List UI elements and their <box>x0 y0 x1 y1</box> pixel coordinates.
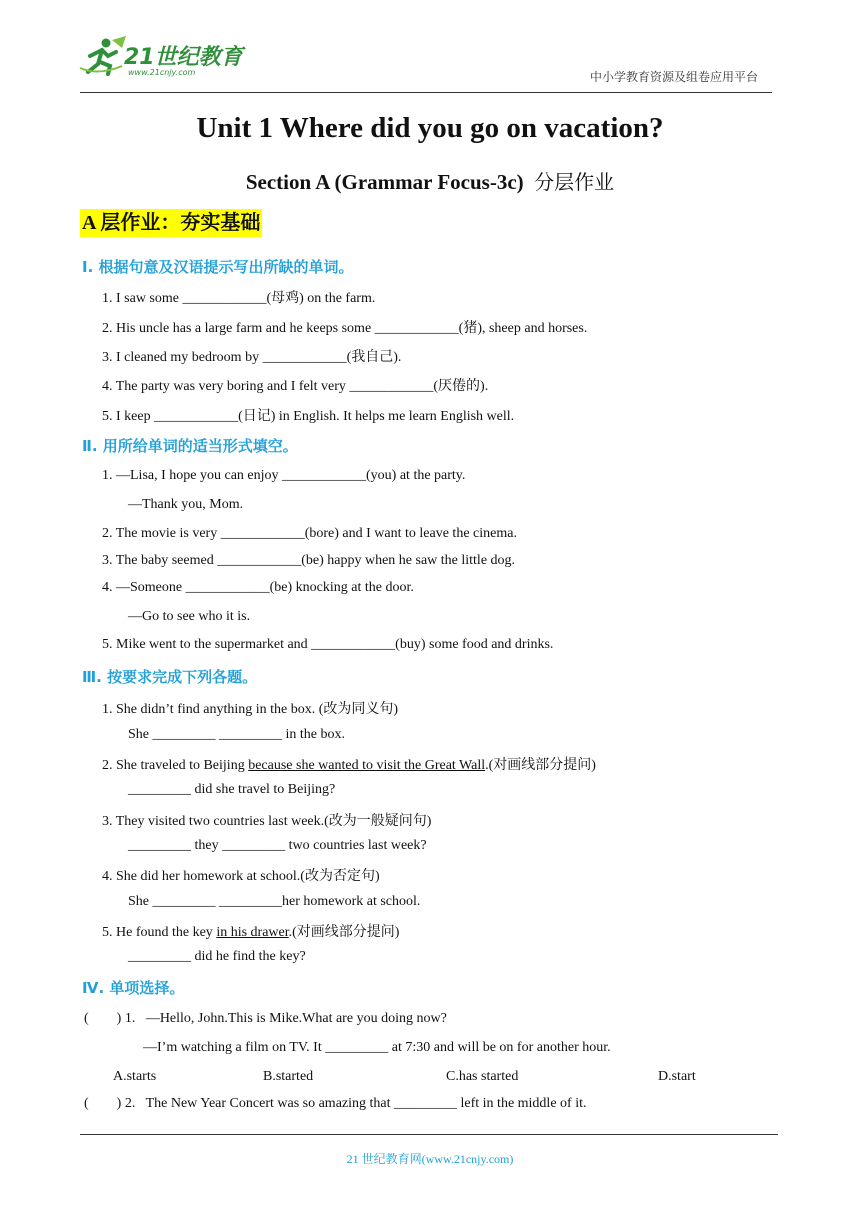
s4-q1-reply: —I’m watching a film on TV. It _________ at 7:30 and will be on for another hour. <box>143 1040 611 1055</box>
s3-q1: 1. She didn’t find anything in the box. (改为同义句) <box>102 702 399 717</box>
s3-q2 <box>102 754 596 774</box>
s3-q2-post: .(对画线部分提问) <box>485 758 596 773</box>
s3-q2-answer: _________ did she travel to Beijing? <box>128 782 336 797</box>
s4-q1: ( ) 1. —Hello, John.This is Mike.What are you doing now? <box>84 1011 447 1026</box>
footer-divider <box>80 1134 778 1135</box>
s3-q5-post: .(对画线部分提问) <box>288 925 400 940</box>
header-divider <box>80 92 772 93</box>
s3-q2-pre: 2. She traveled to Beijing <box>102 758 249 773</box>
s2-item-1: 1. —Lisa, I hope you can enjoy ____________(you) at the party. <box>102 468 466 483</box>
s4-q2: ( ) 2. The New Year Concert was so amazing that _________ left in the middle of it. <box>84 1096 587 1111</box>
section-4-heading: Ⅳ. 单项选择。 <box>82 979 185 997</box>
s3-q3: 3. They visited two countries last week.(改为一般疑问句) <box>102 814 432 829</box>
section-1-heading: Ⅰ. 根据句意及汉语提示写出所缺的单词。 <box>82 258 354 276</box>
svg-text:21世纪教育: 21世纪教育 <box>124 45 243 70</box>
s3-q5 <box>102 921 399 941</box>
svg-text:www.21cnjy.com: www.21cnjy.com <box>128 68 196 77</box>
level-heading: A 层作业：夯实基础 <box>80 209 262 237</box>
footer-text: 21 世纪教育网(www.21cnjy.com) <box>346 1152 514 1166</box>
s1-item-4: 4. The party was very boring and I felt very ____________(厌倦的). <box>102 379 489 394</box>
s2-item-4: 4. —Someone ____________(be) knocking at the door. <box>102 580 414 595</box>
option-c: C.has started <box>446 1069 519 1084</box>
s2-item-2: 2. The movie is very ____________(bore) and I want to leave the cinema. <box>102 526 517 541</box>
runner-logo-icon <box>78 34 253 78</box>
site-logo <box>78 34 253 78</box>
section-2-heading: Ⅱ. 用所给单词的适当形式填空。 <box>82 437 298 455</box>
s3-q5-pre: 5. He found the key <box>102 925 217 940</box>
subtitle-en: Section A (Grammar Focus-3c) <box>245 170 524 194</box>
s2-item-3: 3. The baby seemed ____________(be) happy when he saw the little dog. <box>102 553 516 568</box>
s3-q3-answer: _________ they _________ two countries last week? <box>128 838 427 853</box>
subtitle-cn: 分层作业 <box>534 170 615 194</box>
s3-q2-underlined: because she wanted to visit the Great Wall <box>248 758 486 773</box>
s1-item-2: 2. His uncle has a large farm and he keeps some ____________(猪), sheep and horses. <box>102 321 588 336</box>
platform-name: 中小学教育资源及组卷应用平台 <box>590 70 759 84</box>
option-d: D.start <box>658 1069 696 1084</box>
s1-item-1: 1. I saw some ____________(母鸡) on the farm. <box>102 291 376 306</box>
s1-item-3: 3. I cleaned my bedroom by ____________(我自己). <box>102 350 402 365</box>
s2-item-4-reply: —Go to see who it is. <box>128 609 251 624</box>
s3-q5-answer: _________ did he find the key? <box>128 949 306 964</box>
s3-q4: 4. She did her homework at school.(改为否定句) <box>102 869 380 884</box>
option-a: A.starts <box>113 1069 157 1084</box>
page-subtitle <box>0 166 860 195</box>
s3-q1-answer: She _________ _________ in the box. <box>128 727 345 742</box>
s1-item-5: 5. I keep ____________(日记) in English. It helps me learn English well. <box>102 409 515 424</box>
section-3-heading: Ⅲ. 按要求完成下列各题。 <box>82 668 258 686</box>
page-title: Unit 1 Where did you go on vacation? <box>196 112 664 144</box>
s3-q5-underlined: in his drawer <box>216 925 289 940</box>
s3-q4-answer: She _________ _________her homework at school. <box>128 894 421 909</box>
s2-item-5: 5. Mike went to the supermarket and ____________(buy) some food and drinks. <box>102 637 554 652</box>
s2-item-1-reply: —Thank you, Mom. <box>128 497 244 512</box>
option-b: B.started <box>263 1069 314 1084</box>
